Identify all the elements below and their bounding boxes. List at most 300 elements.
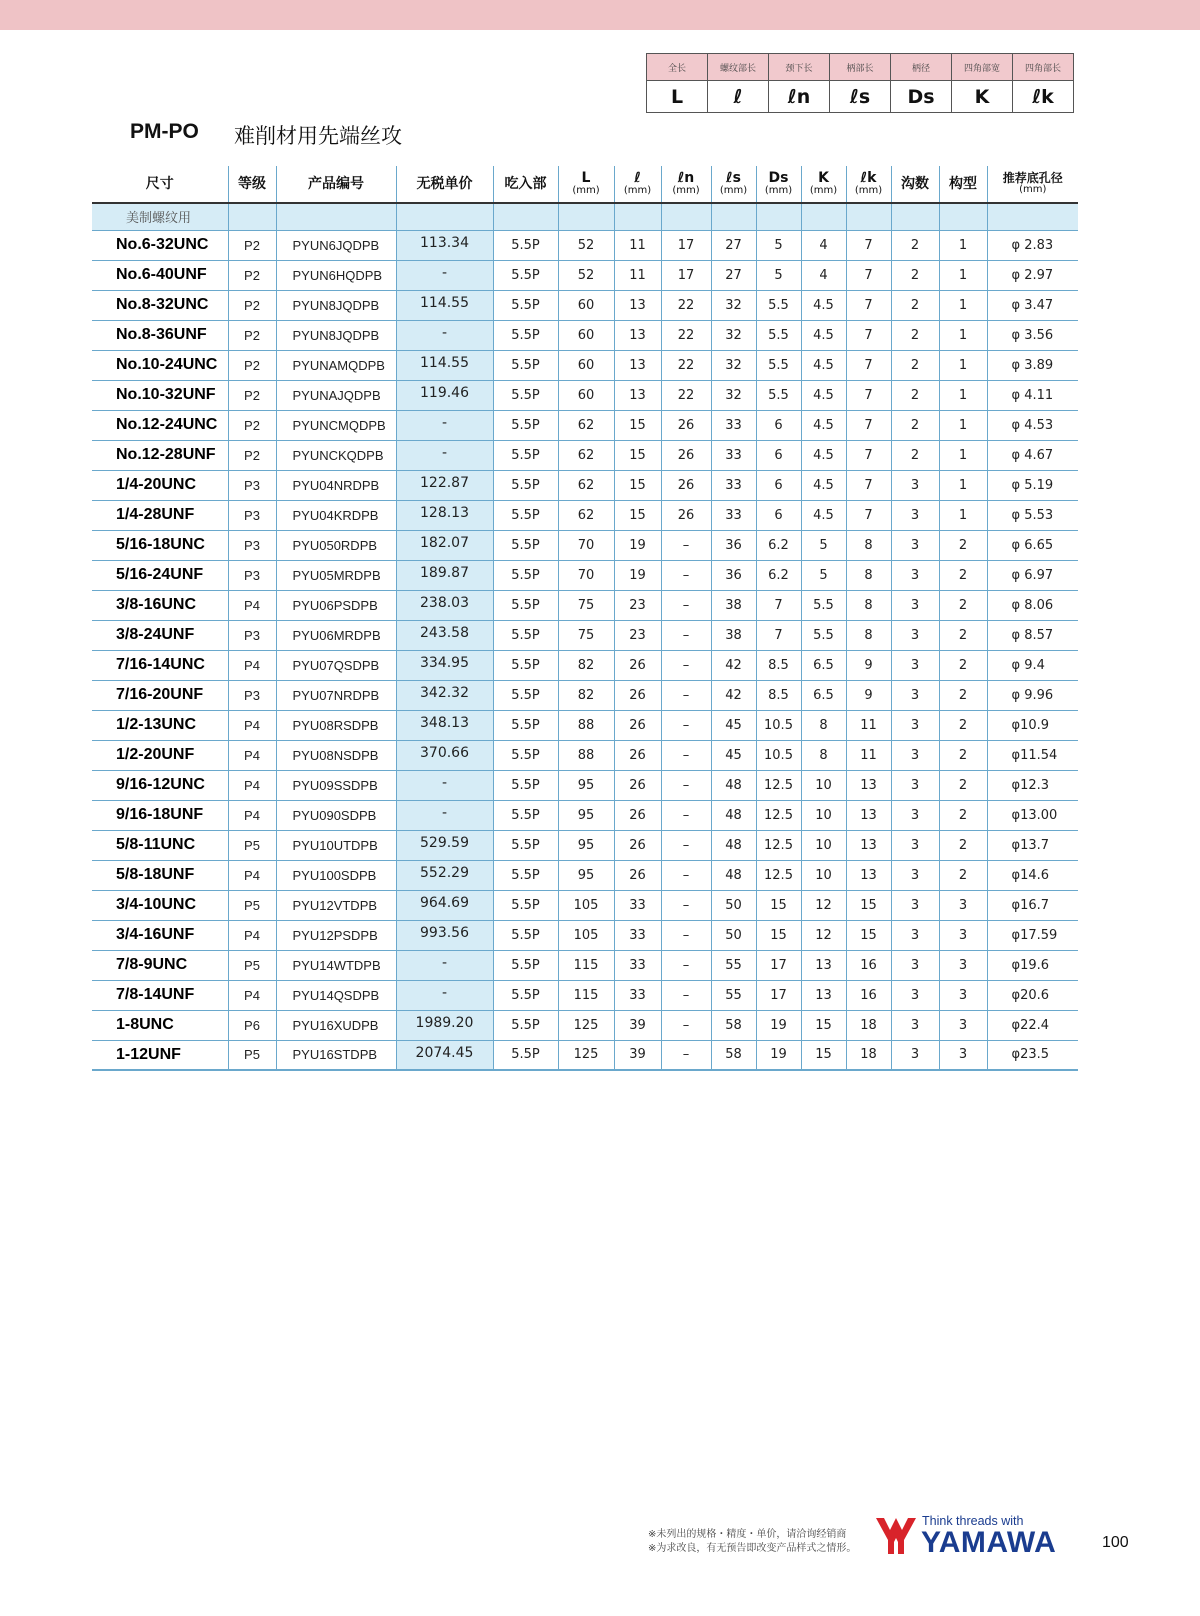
shank-diameter-cell: 6	[756, 410, 801, 440]
product-code-cell: PYUN6HQDPB	[276, 260, 396, 290]
price-cell: 993.56	[396, 920, 493, 950]
column-header	[756, 166, 801, 203]
column-header	[558, 166, 614, 203]
type-cell: 2	[939, 800, 987, 830]
length-cell: 95	[558, 860, 614, 890]
column-header	[801, 166, 846, 203]
shank-diameter-cell: 17	[756, 980, 801, 1010]
drill-size-cell: φ 3.56	[987, 320, 1078, 350]
square-width-cell: 15	[801, 1040, 846, 1070]
drill-size-cell: φ 4.67	[987, 440, 1078, 470]
size-cell: 5/16-18UNC	[92, 530, 228, 560]
shank-length-cell: 48	[711, 770, 756, 800]
neck-length-cell: –	[661, 1040, 711, 1070]
square-width-cell: 4.5	[801, 380, 846, 410]
size-cell: No.8-32UNC	[92, 290, 228, 320]
yamawa-logo-mark-icon	[874, 1516, 918, 1556]
neck-length-cell: 22	[661, 380, 711, 410]
price-cell: 238.03	[396, 590, 493, 620]
size-cell: 1/2-13UNC	[92, 710, 228, 740]
grade-cell: P2	[228, 410, 276, 440]
thread-length-cell: 15	[614, 440, 661, 470]
product-code-cell: PYU14QSDPB	[276, 980, 396, 1010]
logo-tagline: Think threads with	[922, 1514, 1024, 1528]
neck-length-cell: –	[661, 920, 711, 950]
square-width-cell: 5	[801, 530, 846, 560]
type-cell: 3	[939, 1010, 987, 1040]
type-cell: 1	[939, 380, 987, 410]
legend-symbol: K	[952, 81, 1013, 113]
type-cell: 2	[939, 590, 987, 620]
table-row	[92, 710, 1078, 740]
square-length-cell: 13	[846, 800, 891, 830]
shank-diameter-cell: 15	[756, 890, 801, 920]
legend-label: 柄径	[891, 54, 952, 81]
product-series-name: 难削材用先端丝攻	[234, 124, 402, 148]
grade-cell: P4	[228, 980, 276, 1010]
shank-length-cell: 50	[711, 890, 756, 920]
chamfer-cell: 5.5P	[493, 620, 558, 650]
flute-count-cell: 3	[891, 500, 939, 530]
square-width-cell: 4	[801, 260, 846, 290]
shank-diameter-cell: 19	[756, 1040, 801, 1070]
column-header-unit: (mm)	[623, 185, 652, 197]
size-cell: 3/4-10UNC	[92, 890, 228, 920]
column-header-unit: (mm)	[719, 185, 748, 197]
type-cell: 2	[939, 710, 987, 740]
drill-size-cell: φ 3.89	[987, 350, 1078, 380]
drill-size-cell: φ 8.57	[987, 620, 1078, 650]
section-row	[92, 203, 1078, 230]
column-header-label: ℓn	[677, 170, 695, 187]
thread-length-cell: 15	[614, 500, 661, 530]
price-cell: -	[396, 980, 493, 1010]
size-cell: 3/4-16UNF	[92, 920, 228, 950]
column-header	[493, 166, 558, 203]
thread-length-cell: 39	[614, 1040, 661, 1070]
price-cell: 128.13	[396, 500, 493, 530]
price-cell: -	[396, 770, 493, 800]
column-header-unit: (mm)	[809, 185, 838, 197]
drill-size-cell: φ 2.83	[987, 230, 1078, 260]
neck-length-cell: 22	[661, 350, 711, 380]
shank-diameter-cell: 5.5	[756, 290, 801, 320]
shank-length-cell: 33	[711, 500, 756, 530]
table-row	[92, 830, 1078, 860]
column-header	[228, 166, 276, 203]
size-cell: No.10-32UNF	[92, 380, 228, 410]
size-cell: No.6-32UNC	[92, 230, 228, 260]
square-width-cell: 10	[801, 860, 846, 890]
size-cell: 9/16-12UNC	[92, 770, 228, 800]
flute-count-cell: 2	[891, 350, 939, 380]
square-width-cell: 13	[801, 950, 846, 980]
legend-label: 螺纹部长	[708, 54, 769, 81]
flute-count-cell: 2	[891, 260, 939, 290]
legend-label: 全长	[647, 54, 708, 81]
thread-length-cell: 11	[614, 230, 661, 260]
neck-length-cell: –	[661, 590, 711, 620]
grade-cell: P2	[228, 440, 276, 470]
size-cell: No.6-40UNF	[92, 260, 228, 290]
thread-length-cell: 13	[614, 350, 661, 380]
chamfer-cell: 5.5P	[493, 950, 558, 980]
product-code-cell: PYU12VTDPB	[276, 890, 396, 920]
legend-symbol: ℓs	[830, 81, 891, 113]
chamfer-cell: 5.5P	[493, 740, 558, 770]
shank-length-cell: 42	[711, 680, 756, 710]
length-cell: 95	[558, 800, 614, 830]
shank-diameter-cell: 6	[756, 470, 801, 500]
thread-length-cell: 13	[614, 320, 661, 350]
product-code-cell: PYUNAMQDPB	[276, 350, 396, 380]
flute-count-cell: 2	[891, 410, 939, 440]
type-cell: 2	[939, 830, 987, 860]
grade-cell: P4	[228, 770, 276, 800]
length-cell: 60	[558, 320, 614, 350]
length-cell: 62	[558, 470, 614, 500]
product-code-cell: PYU04KRDPB	[276, 500, 396, 530]
drill-size-cell: φ 5.19	[987, 470, 1078, 500]
product-code-cell: PYU08NSDPB	[276, 740, 396, 770]
length-cell: 60	[558, 290, 614, 320]
flute-count-cell: 3	[891, 890, 939, 920]
drill-size-cell: φ12.3	[987, 770, 1078, 800]
legend-label: 四角部长	[1013, 54, 1074, 81]
flute-count-cell: 3	[891, 470, 939, 500]
grade-cell: P3	[228, 500, 276, 530]
product-code-cell: PYU10UTDPB	[276, 830, 396, 860]
legend-symbol: ℓn	[769, 81, 830, 113]
size-cell: 5/8-11UNC	[92, 830, 228, 860]
type-cell: 3	[939, 890, 987, 920]
square-width-cell: 4.5	[801, 320, 846, 350]
square-width-cell: 5	[801, 560, 846, 590]
size-cell: 1-8UNC	[92, 1010, 228, 1040]
chamfer-cell: 5.5P	[493, 560, 558, 590]
chamfer-cell: 5.5P	[493, 290, 558, 320]
square-width-cell: 12	[801, 890, 846, 920]
neck-length-cell: 22	[661, 320, 711, 350]
price-cell: 243.58	[396, 620, 493, 650]
price-cell: 122.87	[396, 470, 493, 500]
column-header	[614, 166, 661, 203]
product-code-cell: PYUNCKQDPB	[276, 440, 396, 470]
neck-length-cell: –	[661, 950, 711, 980]
type-cell: 1	[939, 410, 987, 440]
chamfer-cell: 5.5P	[493, 980, 558, 1010]
length-cell: 62	[558, 440, 614, 470]
column-header	[939, 166, 987, 203]
table-row	[92, 770, 1078, 800]
legend-symbol: Ds	[891, 81, 952, 113]
table-row	[92, 590, 1078, 620]
legend-symbol: L	[647, 81, 708, 113]
size-cell: No.12-24UNC	[92, 410, 228, 440]
flute-count-cell: 3	[891, 1010, 939, 1040]
thread-length-cell: 26	[614, 680, 661, 710]
legend-label: 四角部宽	[952, 54, 1013, 81]
grade-cell: P4	[228, 860, 276, 890]
thread-length-cell: 26	[614, 710, 661, 740]
shank-diameter-cell: 15	[756, 920, 801, 950]
column-header-label: 无税单价	[416, 175, 473, 192]
table-row	[92, 980, 1078, 1010]
shank-diameter-cell: 5	[756, 230, 801, 260]
column-header-label: 构型	[949, 175, 977, 192]
type-cell: 1	[939, 290, 987, 320]
shank-length-cell: 32	[711, 290, 756, 320]
drill-size-cell: φ17.59	[987, 920, 1078, 950]
drill-size-cell: φ 6.97	[987, 560, 1078, 590]
flute-count-cell: 3	[891, 980, 939, 1010]
drill-size-cell: φ 9.96	[987, 680, 1078, 710]
length-cell: 88	[558, 740, 614, 770]
grade-cell: P3	[228, 560, 276, 590]
table-row	[92, 410, 1078, 440]
shank-length-cell: 55	[711, 950, 756, 980]
shank-length-cell: 58	[711, 1010, 756, 1040]
thread-length-cell: 39	[614, 1010, 661, 1040]
drill-size-cell: φ 5.53	[987, 500, 1078, 530]
chamfer-cell: 5.5P	[493, 380, 558, 410]
price-cell: 2074.45	[396, 1040, 493, 1070]
neck-length-cell: 17	[661, 230, 711, 260]
length-cell: 60	[558, 350, 614, 380]
table-row	[92, 1010, 1078, 1040]
chamfer-cell: 5.5P	[493, 800, 558, 830]
thread-length-cell: 33	[614, 920, 661, 950]
square-length-cell: 9	[846, 650, 891, 680]
flute-count-cell: 3	[891, 800, 939, 830]
thread-length-cell: 33	[614, 950, 661, 980]
square-width-cell: 6.5	[801, 680, 846, 710]
length-cell: 60	[558, 380, 614, 410]
thread-length-cell: 11	[614, 260, 661, 290]
column-header	[92, 166, 228, 203]
square-width-cell: 4.5	[801, 440, 846, 470]
size-cell: No.10-24UNC	[92, 350, 228, 380]
shank-diameter-cell: 7	[756, 590, 801, 620]
price-cell: -	[396, 440, 493, 470]
price-cell: 348.13	[396, 710, 493, 740]
drill-size-cell: φ 8.06	[987, 590, 1078, 620]
drill-size-cell: φ22.4	[987, 1010, 1078, 1040]
thread-length-cell: 26	[614, 740, 661, 770]
type-cell: 2	[939, 680, 987, 710]
table-row	[92, 620, 1078, 650]
type-cell: 3	[939, 980, 987, 1010]
product-code-cell: PYU14WTDPB	[276, 950, 396, 980]
length-cell: 105	[558, 890, 614, 920]
dimension-legend	[646, 53, 1074, 113]
square-width-cell: 10	[801, 770, 846, 800]
product-code-cell: PYUN6JQDPB	[276, 230, 396, 260]
grade-cell: P4	[228, 920, 276, 950]
column-header-label: ℓk	[860, 170, 877, 187]
product-code-cell: PYUNCMQDPB	[276, 410, 396, 440]
length-cell: 115	[558, 950, 614, 980]
square-length-cell: 7	[846, 380, 891, 410]
table-row	[92, 560, 1078, 590]
page-number: 100	[1102, 1534, 1129, 1551]
type-cell: 2	[939, 620, 987, 650]
shank-length-cell: 55	[711, 980, 756, 1010]
flute-count-cell: 3	[891, 650, 939, 680]
column-header-label: 沟数	[901, 175, 929, 192]
flute-count-cell: 3	[891, 590, 939, 620]
column-header	[396, 166, 493, 203]
drill-size-cell: φ10.9	[987, 710, 1078, 740]
neck-length-cell: 26	[661, 410, 711, 440]
grade-cell: P2	[228, 230, 276, 260]
neck-length-cell: –	[661, 770, 711, 800]
neck-length-cell: –	[661, 560, 711, 590]
grade-cell: P4	[228, 650, 276, 680]
neck-length-cell: –	[661, 890, 711, 920]
table-row	[92, 800, 1078, 830]
drill-size-cell: φ 3.47	[987, 290, 1078, 320]
specification-table	[92, 166, 1078, 1071]
grade-cell: P2	[228, 380, 276, 410]
size-cell: 7/8-9UNC	[92, 950, 228, 980]
shank-length-cell: 32	[711, 350, 756, 380]
grade-cell: P3	[228, 680, 276, 710]
price-cell: 182.07	[396, 530, 493, 560]
length-cell: 88	[558, 710, 614, 740]
product-code-cell: PYU050RDPB	[276, 530, 396, 560]
square-width-cell: 13	[801, 980, 846, 1010]
type-cell: 1	[939, 440, 987, 470]
flute-count-cell: 3	[891, 950, 939, 980]
price-cell: -	[396, 260, 493, 290]
price-cell: 189.87	[396, 560, 493, 590]
square-width-cell: 10	[801, 830, 846, 860]
chamfer-cell: 5.5P	[493, 470, 558, 500]
square-length-cell: 16	[846, 980, 891, 1010]
shank-length-cell: 42	[711, 650, 756, 680]
type-cell: 2	[939, 530, 987, 560]
table-row	[92, 530, 1078, 560]
square-length-cell: 15	[846, 920, 891, 950]
table-row	[92, 860, 1078, 890]
grade-cell: P3	[228, 620, 276, 650]
square-length-cell: 13	[846, 770, 891, 800]
price-cell: -	[396, 950, 493, 980]
product-code-cell: PYU16STDPB	[276, 1040, 396, 1070]
price-cell: -	[396, 410, 493, 440]
chamfer-cell: 5.5P	[493, 410, 558, 440]
grade-cell: P4	[228, 590, 276, 620]
chamfer-cell: 5.5P	[493, 320, 558, 350]
shank-diameter-cell: 6.2	[756, 560, 801, 590]
size-cell: 9/16-18UNF	[92, 800, 228, 830]
chamfer-cell: 5.5P	[493, 350, 558, 380]
length-cell: 95	[558, 830, 614, 860]
table-row	[92, 230, 1078, 260]
product-code-cell: PYU06MRDPB	[276, 620, 396, 650]
thread-length-cell: 15	[614, 470, 661, 500]
square-width-cell: 10	[801, 800, 846, 830]
size-cell: 7/16-20UNF	[92, 680, 228, 710]
grade-cell: P6	[228, 1010, 276, 1040]
shank-diameter-cell: 6.2	[756, 530, 801, 560]
chamfer-cell: 5.5P	[493, 500, 558, 530]
grade-cell: P2	[228, 260, 276, 290]
shank-length-cell: 58	[711, 1040, 756, 1070]
table-row	[92, 920, 1078, 950]
chamfer-cell: 5.5P	[493, 920, 558, 950]
square-length-cell: 18	[846, 1040, 891, 1070]
neck-length-cell: 26	[661, 500, 711, 530]
shank-diameter-cell: 7	[756, 620, 801, 650]
flute-count-cell: 3	[891, 860, 939, 890]
chamfer-cell: 5.5P	[493, 860, 558, 890]
table-row	[92, 950, 1078, 980]
table-row	[92, 440, 1078, 470]
section-label: 美制螺纹用	[92, 203, 228, 230]
drill-size-cell: φ23.5	[987, 1040, 1078, 1070]
type-cell: 1	[939, 350, 987, 380]
shank-length-cell: 32	[711, 320, 756, 350]
size-cell: No.12-28UNF	[92, 440, 228, 470]
thread-length-cell: 33	[614, 980, 661, 1010]
column-header-label: 产品编号	[308, 175, 364, 192]
column-header-label: 等级	[238, 175, 266, 192]
price-cell: 113.34	[396, 230, 493, 260]
grade-cell: P3	[228, 470, 276, 500]
shank-length-cell: 33	[711, 470, 756, 500]
flute-count-cell: 3	[891, 530, 939, 560]
type-cell: 1	[939, 320, 987, 350]
shank-length-cell: 38	[711, 590, 756, 620]
length-cell: 52	[558, 230, 614, 260]
shank-length-cell: 36	[711, 560, 756, 590]
size-cell: 1/4-28UNF	[92, 500, 228, 530]
shank-diameter-cell: 5.5	[756, 380, 801, 410]
type-cell: 1	[939, 470, 987, 500]
square-length-cell: 18	[846, 1010, 891, 1040]
neck-length-cell: –	[661, 980, 711, 1010]
column-header-unit: (mm)	[764, 185, 793, 197]
grade-cell: P2	[228, 290, 276, 320]
price-cell: 334.95	[396, 650, 493, 680]
thread-length-cell: 23	[614, 590, 661, 620]
drill-size-cell: φ11.54	[987, 740, 1078, 770]
shank-diameter-cell: 10.5	[756, 710, 801, 740]
square-length-cell: 7	[846, 470, 891, 500]
type-cell: 2	[939, 860, 987, 890]
neck-length-cell: –	[661, 740, 711, 770]
drill-size-cell: φ16.7	[987, 890, 1078, 920]
price-cell: 552.29	[396, 860, 493, 890]
flute-count-cell: 2	[891, 230, 939, 260]
flute-count-cell: 2	[891, 380, 939, 410]
footer-note: ※为求改良，有无预告即改变产品样式之情形。	[648, 1543, 857, 1554]
square-length-cell: 9	[846, 680, 891, 710]
flute-count-cell: 3	[891, 740, 939, 770]
product-code-cell: PYU09SSDPB	[276, 770, 396, 800]
product-code-cell: PYU06PSDPB	[276, 590, 396, 620]
shank-diameter-cell: 8.5	[756, 650, 801, 680]
length-cell: 70	[558, 530, 614, 560]
grade-cell: P4	[228, 710, 276, 740]
column-header-label: 尺寸	[145, 175, 174, 192]
neck-length-cell: 26	[661, 470, 711, 500]
thread-length-cell: 13	[614, 380, 661, 410]
shank-diameter-cell: 12.5	[756, 800, 801, 830]
length-cell: 62	[558, 410, 614, 440]
